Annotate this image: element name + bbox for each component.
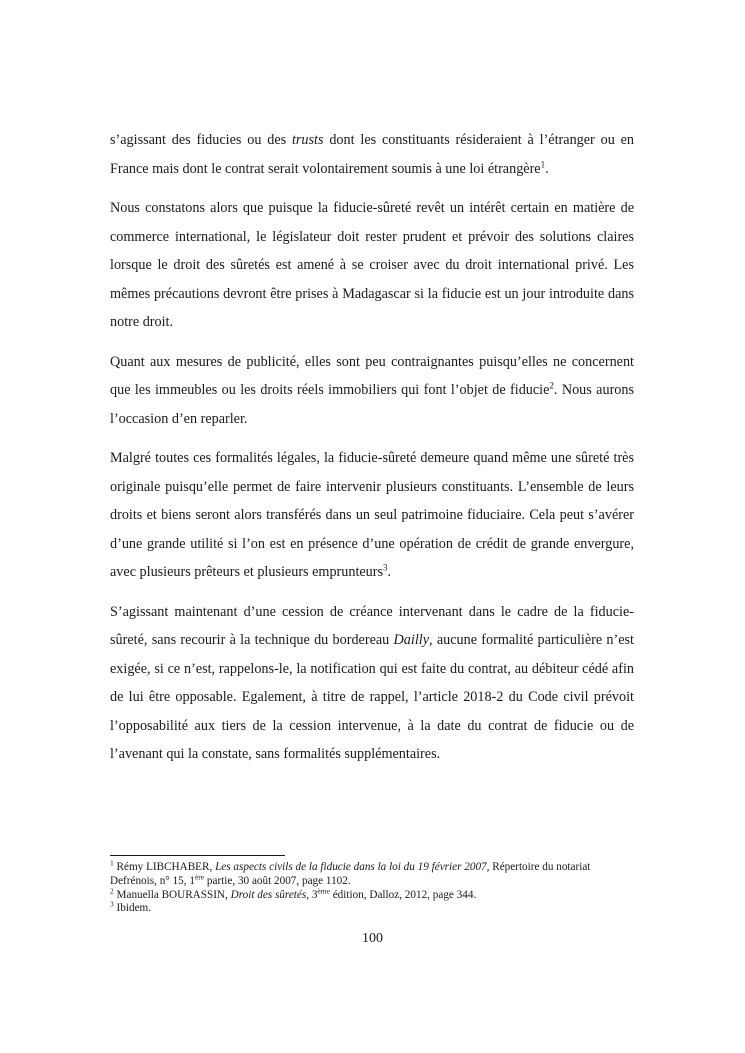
paragraph-text: . xyxy=(387,564,392,580)
paragraph-1 xyxy=(110,126,634,183)
paragraph-text: , aucune formalité particulière n’est exigée, si ce n’est, rappelons-le, la notification qui est faite du contrat, au débiteur cédé afin de lui être opposable. Egalement, à titre de rappel, l’article 2018-2 du Code civil prévoit l’opposabilité aux tiers de la cession intervenue, à la date du contrat de fiducie ou de l’avenant qui la constate, sans formalités supplémentaires. xyxy=(110,632,635,762)
paragraph-text: S’agissant maintenant d’une cession de créance intervenant dans le cadre de la fiducie-sûreté, sans recourir à la technique du bordereau xyxy=(110,603,634,648)
footnote-text: Rémy LIBCHABER, xyxy=(113,861,216,873)
paragraph-text: . xyxy=(545,160,549,177)
paragraph-text: . Nous aurons l’occasion d’en reparler. xyxy=(110,382,634,427)
footnote-number: 3 xyxy=(110,899,114,909)
ordinal-suffix: ème xyxy=(317,885,330,895)
footnote-separator xyxy=(110,855,285,856)
footnote-1 xyxy=(110,858,634,889)
body-text xyxy=(110,126,634,780)
footnote-3 xyxy=(110,899,634,916)
footnote-text: Répertoire du notariat Defrénois, n° 15, 1 xyxy=(110,861,591,887)
ordinal-suffix: ère xyxy=(194,872,205,882)
paragraph-text: Malgré toutes ces formalités légales, la fiducie-sûreté demeure quand même une sûreté très originale puisqu’elle permet de faire intervenir plusieurs constituants. L’ensemble de leurs droits et biens seront alors transférés dans un seul patrimoine fiduciaire. Cela peut s’avérer d’une grande utilité si l’on est en présence d’une opération de crédit de grande envergure, avec plusieurs prêteurs et plusieurs emprunteurs xyxy=(110,450,634,580)
footnote-text: Manuella BOURASSIN, xyxy=(113,888,231,901)
footnote-ref-1[interactable]: 1 xyxy=(540,158,546,169)
page-number: 100 xyxy=(362,931,383,946)
footnote-text: Ibidem. xyxy=(113,902,152,915)
footnote-ref-2[interactable]: 2 xyxy=(549,380,554,391)
footnote-2 xyxy=(110,885,634,903)
footnote-number: 1 xyxy=(110,858,114,868)
footnotes-section xyxy=(110,855,634,916)
paragraph-5 xyxy=(110,598,634,769)
paragraph-text: s’agissant des fiducies ou des xyxy=(110,132,292,148)
paragraph-text: dont les constituants résideraient à l’étranger ou en France mais dont le contrat serait volontairement soumis à une loi étrangère xyxy=(110,132,634,177)
italic-term: Dailly xyxy=(393,632,430,648)
footnote-text: édition, Dalloz, 2012, page 344. xyxy=(329,888,477,901)
paragraph-4 xyxy=(110,444,634,587)
footnote-text: partie, 30 août 2007, page 1102. xyxy=(204,874,351,887)
footnote-text: 3 xyxy=(309,888,318,901)
footnote-ref-3[interactable]: 3 xyxy=(383,562,388,573)
footnote-title: Droit des sûretés, xyxy=(230,888,310,901)
footnote-title: Les aspects civils de la fiducie dans la loi du 19 février 2007, xyxy=(215,861,490,873)
paragraph-2 xyxy=(110,194,634,337)
paragraph-text: Nous constatons alors que puisque la fiducie-sûreté revêt un intérêt certain en matière de commerce international, le législateur doit rester prudent et prévoir des solutions claires lorsque le droit des sûretés est amené à se croiser avec du droit international privé. Les mêmes précautions devront être prises à Madagascar si la fiducie est un jour introduite dans notre droit. xyxy=(110,200,634,330)
footnote-number: 2 xyxy=(110,885,114,895)
italic-term: trusts xyxy=(291,132,324,148)
paragraph-3 xyxy=(110,348,634,434)
paragraph-text: Quant aux mesures de publicité, elles sont peu contraignantes puisqu’elles ne concernent que les immeubles ou les droits réels immobiliers qui font l’objet de fiducie xyxy=(110,353,634,398)
